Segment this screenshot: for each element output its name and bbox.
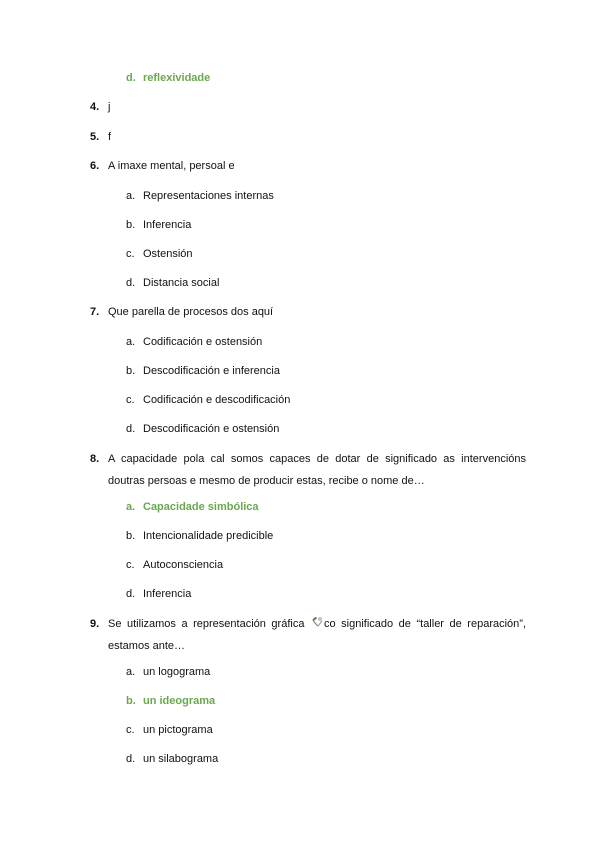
- question-text: A imaxe mental, persoal e: [108, 160, 235, 172]
- question-text: j: [108, 101, 111, 113]
- option-text: Distancia social: [143, 277, 220, 289]
- option-text: Ostensión: [143, 248, 193, 260]
- option-letter: d.: [126, 588, 136, 600]
- question-text: Que parella de procesos dos aquí: [108, 306, 274, 318]
- option-letter: a.: [126, 666, 136, 678]
- option-letter: a.: [126, 190, 136, 202]
- question-number: 8.: [90, 453, 100, 465]
- question-text: f: [108, 131, 112, 143]
- option-letter: d.: [126, 72, 136, 84]
- question-number: 4.: [90, 101, 100, 113]
- option-text: un silabograma: [143, 753, 219, 765]
- option-letter: d.: [126, 277, 136, 289]
- option-text: reflexividade: [143, 72, 211, 84]
- option-letter: c.: [126, 394, 135, 406]
- question-number: 9.: [90, 618, 100, 630]
- option-text: Intencionalidade predicible: [143, 530, 274, 542]
- option-letter: c.: [126, 724, 135, 736]
- option-letter: d.: [126, 753, 136, 765]
- option-text: un logograma: [143, 666, 211, 678]
- option-text: un pictograma: [143, 724, 213, 736]
- question-text-after: co significado de “taller de reparación”, estamos ante…: [108, 618, 526, 652]
- question-number: 7.: [90, 306, 100, 318]
- option-letter: a.: [126, 501, 136, 513]
- question-text-before: Se utilizamos a representación gráfica: [108, 618, 305, 630]
- option-text: Descodificación e inferencia: [143, 365, 280, 377]
- option-text: Capacidade simbólica: [143, 501, 259, 513]
- question-number: 6.: [90, 160, 100, 172]
- option-letter: c.: [126, 559, 135, 571]
- option-text: Inferencia: [143, 219, 192, 231]
- option-text: Autoconsciencia: [143, 559, 224, 571]
- option-letter: c.: [126, 248, 135, 260]
- option-letter: b.: [126, 530, 136, 542]
- hammer-and-wrench-icon: [311, 617, 323, 628]
- option-text: Descodificación e ostensión: [143, 423, 280, 435]
- option-letter: a.: [126, 336, 136, 348]
- option-letter: d.: [126, 423, 136, 435]
- option-text: Inferencia: [143, 588, 192, 600]
- option-letter: b.: [126, 695, 136, 707]
- option-text: un ideograma: [143, 695, 216, 707]
- question-9-text: [108, 613, 526, 657]
- option-letter: b.: [126, 219, 136, 231]
- option-text: Codificación e ostensión: [143, 336, 263, 348]
- option-text: Representaciones internas: [143, 190, 274, 202]
- option-letter: b.: [126, 365, 136, 377]
- question-number: 5.: [90, 131, 100, 143]
- question-8-text: A capacidade pola cal somos capaces de dotar de significado as intervencións doutras persoas e mesmo de producir estas, recibe o nome de…: [108, 453, 526, 487]
- option-text: Codificación e descodificación: [143, 394, 291, 406]
